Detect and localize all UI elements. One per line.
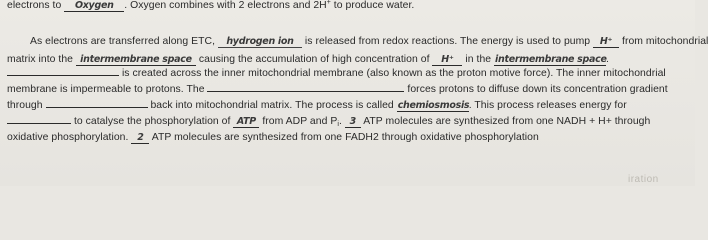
answer-blank[interactable]: [76, 55, 196, 66]
text: . This process releases energy for: [468, 100, 627, 111]
text: .: [338, 116, 342, 127]
handwritten-answer: H⁺: [599, 36, 613, 47]
answer-blank[interactable]: [494, 55, 606, 66]
handwritten-answer: H⁺: [441, 54, 454, 65]
text: oxidative phosphorylation.: [7, 132, 129, 143]
text: through: [7, 100, 43, 111]
text: forces protons to diffuse down its concentration gradient: [407, 84, 668, 95]
worksheet-line: [7, 132, 539, 144]
text: causing the accumulation of high concentration of: [198, 54, 430, 65]
answer-blank[interactable]: [593, 37, 619, 48]
text: to catalyse the phosphorylation of: [73, 116, 231, 127]
answer-blank[interactable]: [46, 107, 148, 108]
text: membrane is impermeable to protons. The: [7, 84, 205, 95]
text: from mitochondrial: [622, 36, 708, 47]
text: ATP molecules are synthesized from one NADH + H+ through: [363, 116, 651, 127]
answer-blank[interactable]: [218, 37, 302, 48]
text: As electrons are transferred along ETC,: [30, 36, 216, 47]
worksheet-line: [7, 54, 609, 66]
answer-blank[interactable]: [233, 117, 259, 128]
handwritten-answer: ATP: [236, 116, 256, 127]
text: is created across the inner mitochondrial membrane (also known as the proton motive force). The inner mitochondrial: [121, 68, 666, 79]
answer-blank[interactable]: [64, 1, 124, 12]
answer-blank[interactable]: [345, 117, 361, 128]
worksheet-line: [7, 100, 627, 112]
worksheet-line: [7, 68, 666, 80]
worksheet-line: [7, 116, 650, 128]
subscript: i: [337, 121, 339, 128]
answer-blank[interactable]: [131, 133, 149, 144]
handwritten-answer: hydrogen ion: [226, 36, 294, 47]
answer-blank[interactable]: [7, 123, 71, 124]
handwritten-answer: 2: [137, 132, 144, 143]
handwritten-answer: intermembrane space: [495, 54, 607, 65]
handwritten-answer: Oxygen: [74, 0, 114, 11]
answer-blank[interactable]: [7, 75, 119, 76]
worksheet-line: [7, 84, 668, 96]
answer-blank[interactable]: [397, 101, 469, 112]
handwritten-answer: 3: [349, 116, 356, 127]
text: . Oxygen combines with 2 electrons and 2H: [124, 0, 327, 11]
answer-blank[interactable]: [432, 55, 462, 66]
superscript: +: [326, 0, 331, 6]
text: electrons to: [7, 0, 62, 11]
answer-blank[interactable]: [207, 91, 404, 92]
text: in the: [465, 54, 492, 65]
text: .: [606, 54, 609, 65]
handwritten-answer: intermembrane space: [80, 54, 192, 65]
text: ATP molecules are synthesized from one FADH2 through oxidative phosphorylation: [151, 132, 539, 143]
text: to produce water.: [330, 0, 415, 11]
faded-next-heading: iration: [628, 174, 659, 185]
text: matrix into the: [7, 54, 74, 65]
text: is released from redox reactions. The energy is used to pump: [304, 36, 591, 47]
text: back into mitochondrial matrix. The process is called: [150, 100, 394, 111]
handwritten-answer: chemiosmosis: [397, 100, 470, 111]
worksheet-line: [7, 0, 414, 12]
worksheet-line: [30, 36, 708, 48]
text: from ADP and P: [262, 116, 338, 127]
